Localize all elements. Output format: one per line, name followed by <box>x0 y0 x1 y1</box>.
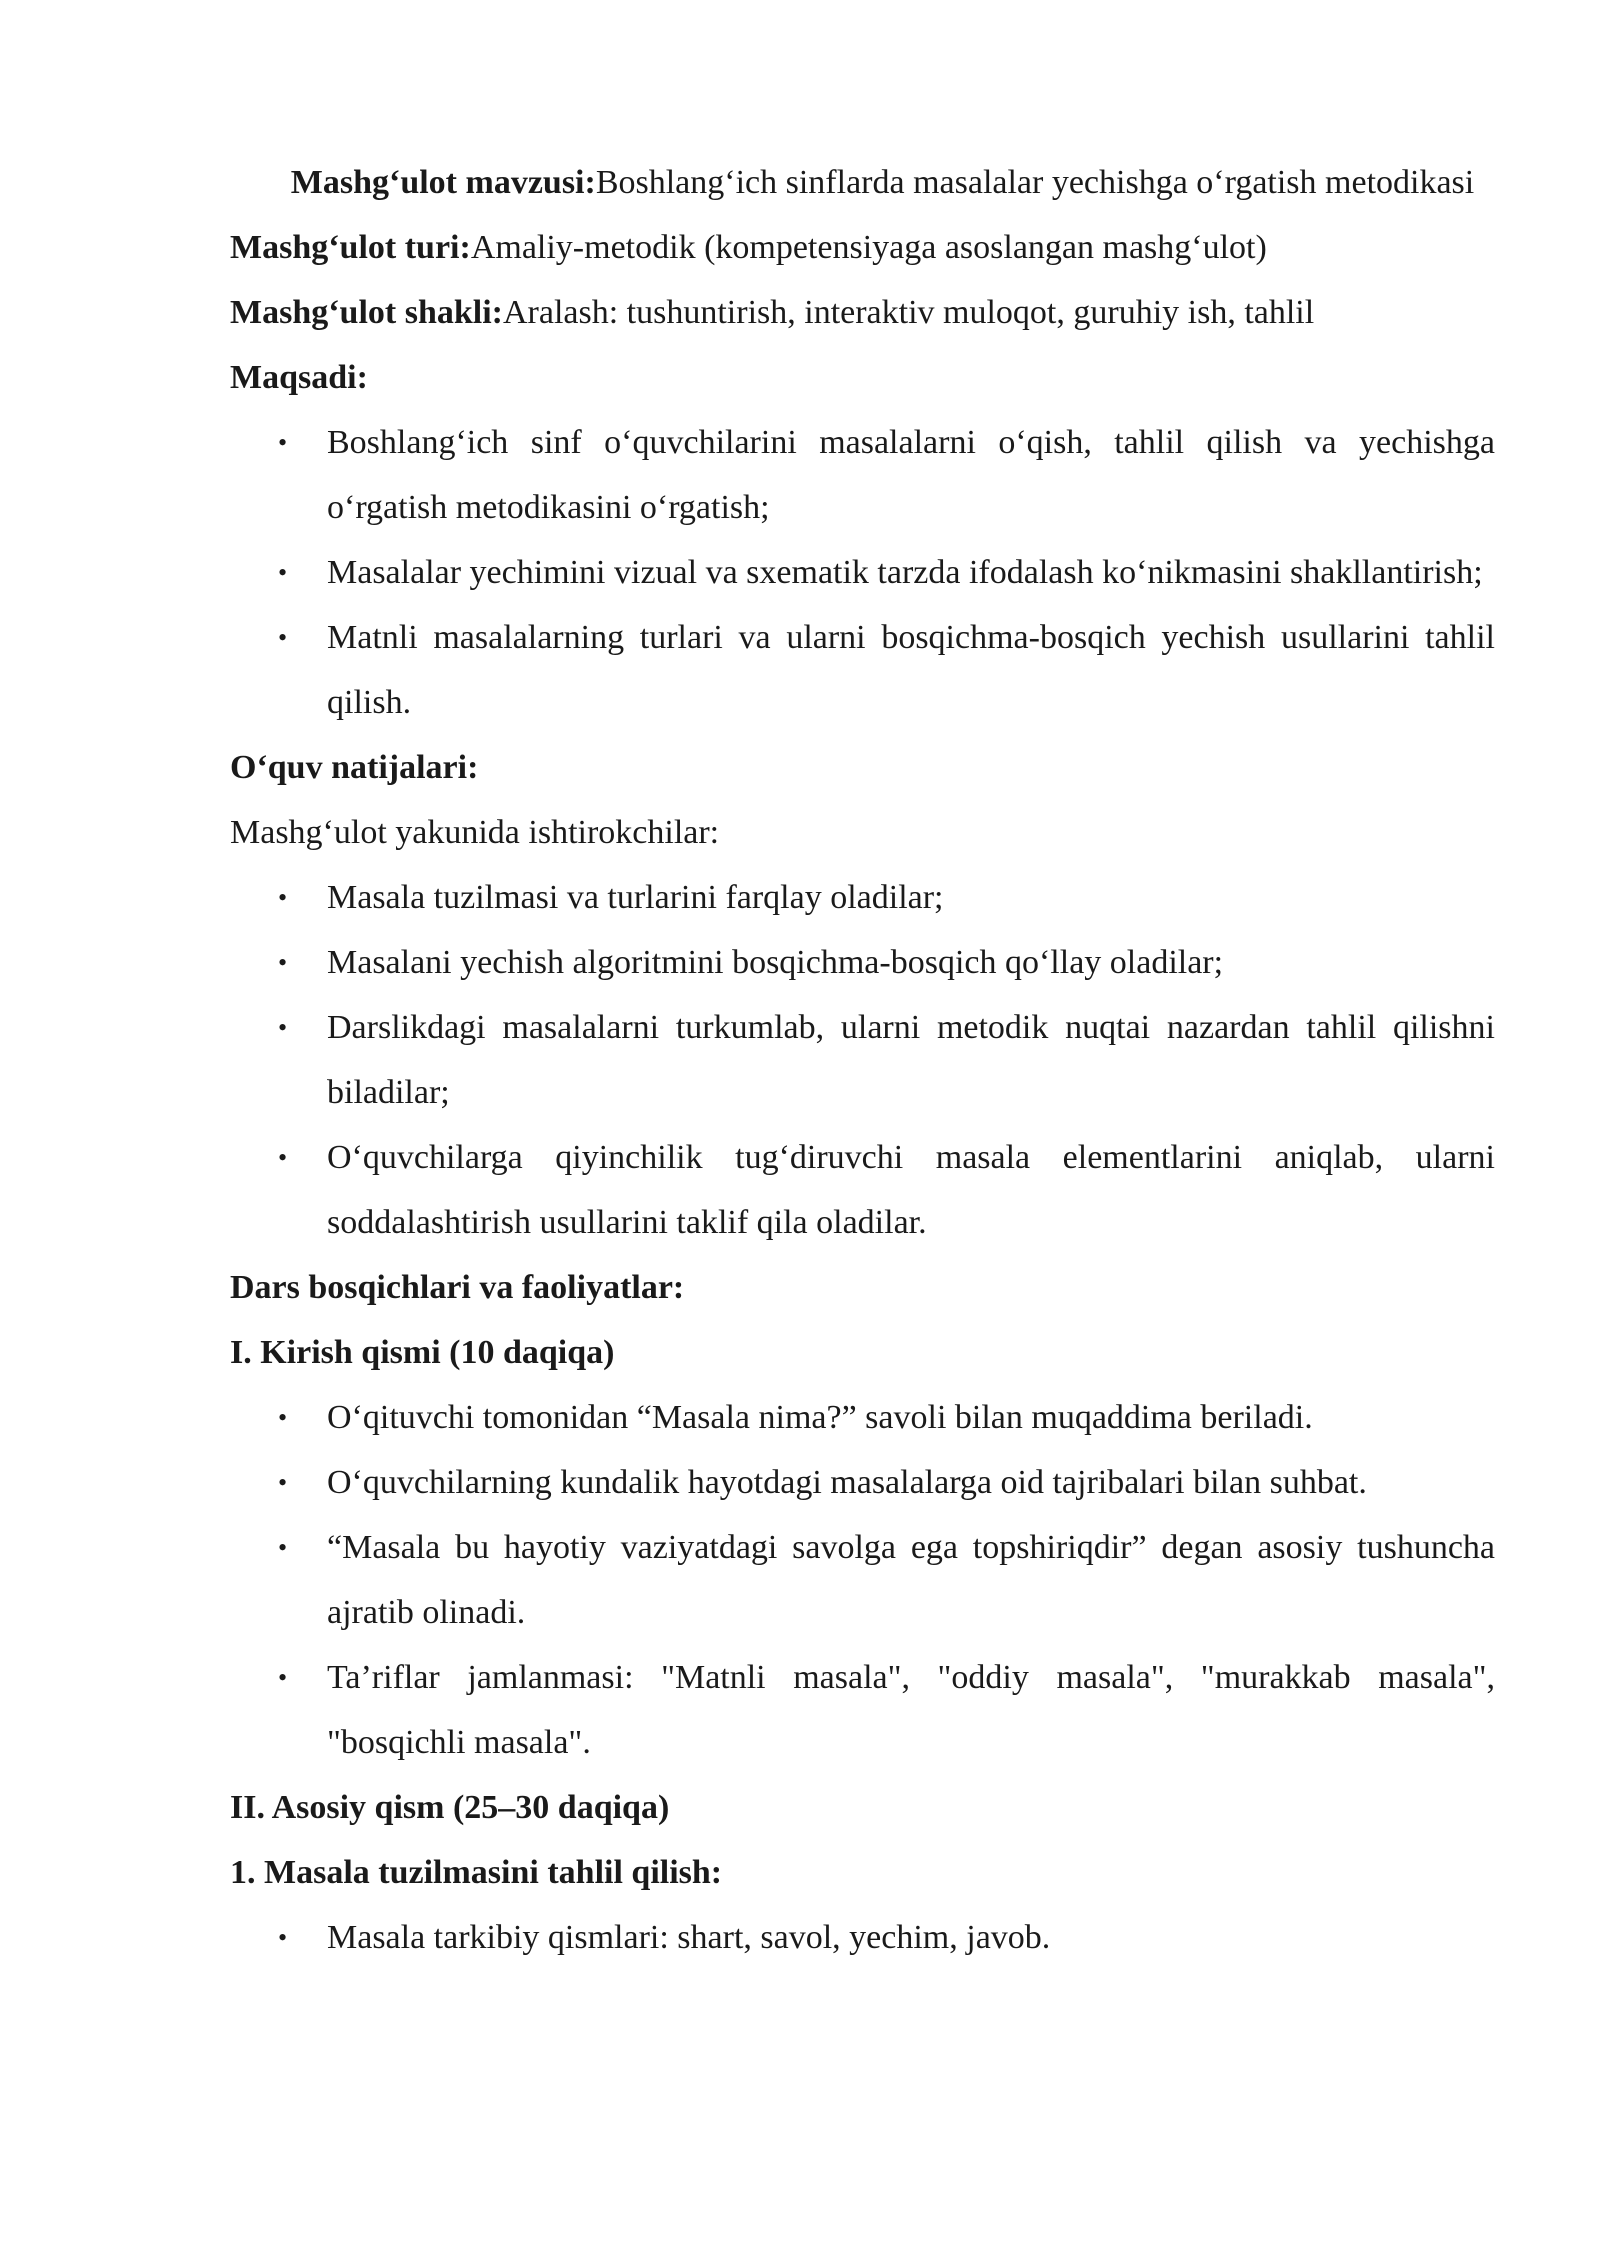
list-item-text: Masala tuzilmasi va turlarini farqlay oladilar; <box>327 879 944 916</box>
lesson-form <box>230 280 1495 345</box>
list-item <box>230 1450 1495 1515</box>
bullet-icon: • <box>278 428 288 457</box>
intro-part-heading: I. Kirish qismi (10 daqiqa) <box>230 1334 615 1371</box>
list-item-text: Matnli masalalarning turlari va ularni bosqichma-bosqich yechish usullarini tahlil qilish. <box>327 619 1495 721</box>
list-item-text: O‘quvchilarga qiyinchilik tug‘diruvchi masala elementlarini aniqlab, ularni soddalashtirish usullarini taklif qila oladilar. <box>327 1139 1495 1241</box>
structure-analysis-heading: 1. Masala tuzilmasini tahlil qilish: <box>230 1854 723 1891</box>
structure-analysis-list <box>230 1905 1495 1970</box>
list-item <box>230 995 1495 1125</box>
list-item <box>230 1515 1495 1645</box>
bullet-icon: • <box>278 883 288 912</box>
bullet-icon: • <box>278 558 288 587</box>
list-item-text: “Masala bu hayotiy vaziyatdagi savolga ega topshiriqdir” degan asosiy tushuncha ajratib olinadi. <box>327 1529 1495 1631</box>
lesson-form-text: Aralash: tushuntirish, interaktiv muloqot, guruhiy ish, tahlil <box>503 294 1315 331</box>
main-part-heading: II. Asosiy qism (25–30 daqiqa) <box>230 1789 670 1826</box>
goals-heading: Maqsadi: <box>230 359 368 396</box>
list-item-text: Darslikdagi masalalarni turkumlab, ularni metodik nuqtai nazardan tahlil qilishni biladilar; <box>327 1009 1495 1111</box>
list-item <box>230 1905 1495 1970</box>
list-item <box>230 410 1495 540</box>
stages-heading: Dars bosqichlari va faoliyatlar: <box>230 1269 685 1306</box>
outcomes-list <box>230 865 1495 1255</box>
list-item <box>230 1125 1495 1255</box>
list-item <box>230 1385 1495 1450</box>
lesson-topic-label: Mashg‘ulot mavzusi: <box>290 164 596 201</box>
bullet-icon: • <box>278 1143 288 1172</box>
outcomes-intro: Mashg‘ulot yakunida ishtirokchilar: <box>230 814 720 851</box>
bullet-icon: • <box>278 1923 288 1952</box>
lesson-type-text: Amaliy-metodik (kompetensiyaga asoslangan mashg‘ulot) <box>470 229 1267 266</box>
list-item <box>230 1645 1495 1775</box>
lesson-topic <box>230 150 1495 215</box>
list-item <box>230 930 1495 995</box>
document-page <box>230 150 1495 1970</box>
bullet-icon: • <box>278 1013 288 1042</box>
bullet-icon: • <box>278 1663 288 1692</box>
list-item-text: Masalalar yechimini vizual va sxematik tarzda ifodalash ko‘nikmasini shakllantirish; <box>327 554 1483 591</box>
list-item-text: Masalani yechish algoritmini bosqichma-bosqich qo‘llay oladilar; <box>327 944 1224 981</box>
goals-list <box>230 410 1495 735</box>
list-item-text: O‘quvchilarning kundalik hayotdagi masalalarga oid tajribalari bilan suhbat. <box>327 1464 1367 1501</box>
lesson-type-label: Mashg‘ulot turi: <box>230 229 471 266</box>
list-item <box>230 605 1495 735</box>
list-item <box>230 540 1495 605</box>
list-item-text: Masala tarkibiy qismlari: shart, savol, yechim, javob. <box>327 1919 1051 1956</box>
bullet-icon: • <box>278 948 288 977</box>
list-item-text: O‘qituvchi tomonidan “Masala nima?” savoli bilan muqaddima beriladi. <box>327 1399 1313 1436</box>
bullet-icon: • <box>278 1403 288 1432</box>
list-item <box>230 865 1495 930</box>
bullet-icon: • <box>278 1468 288 1497</box>
list-item-text: Ta’riflar jamlanmasi: "Matnli masala", "oddiy masala", "murakkab masala", "bosqichli masala". <box>327 1659 1495 1761</box>
intro-part-list <box>230 1385 1495 1775</box>
lesson-form-label: Mashg‘ulot shakli: <box>230 294 503 331</box>
lesson-type <box>230 215 1495 280</box>
outcomes-heading: O‘quv natijalari: <box>230 749 479 786</box>
bullet-icon: • <box>278 1533 288 1562</box>
lesson-topic-text: Boshlang‘ich sinflarda masalalar yechishga o‘rgatish metodikasi <box>595 164 1475 201</box>
bullet-icon: • <box>278 623 288 652</box>
list-item-text: Boshlang‘ich sinf o‘quvchilarini masalalarni o‘qish, tahlil qilish va yechishga o‘rgatish metodikasini o‘rgatish; <box>327 424 1495 526</box>
